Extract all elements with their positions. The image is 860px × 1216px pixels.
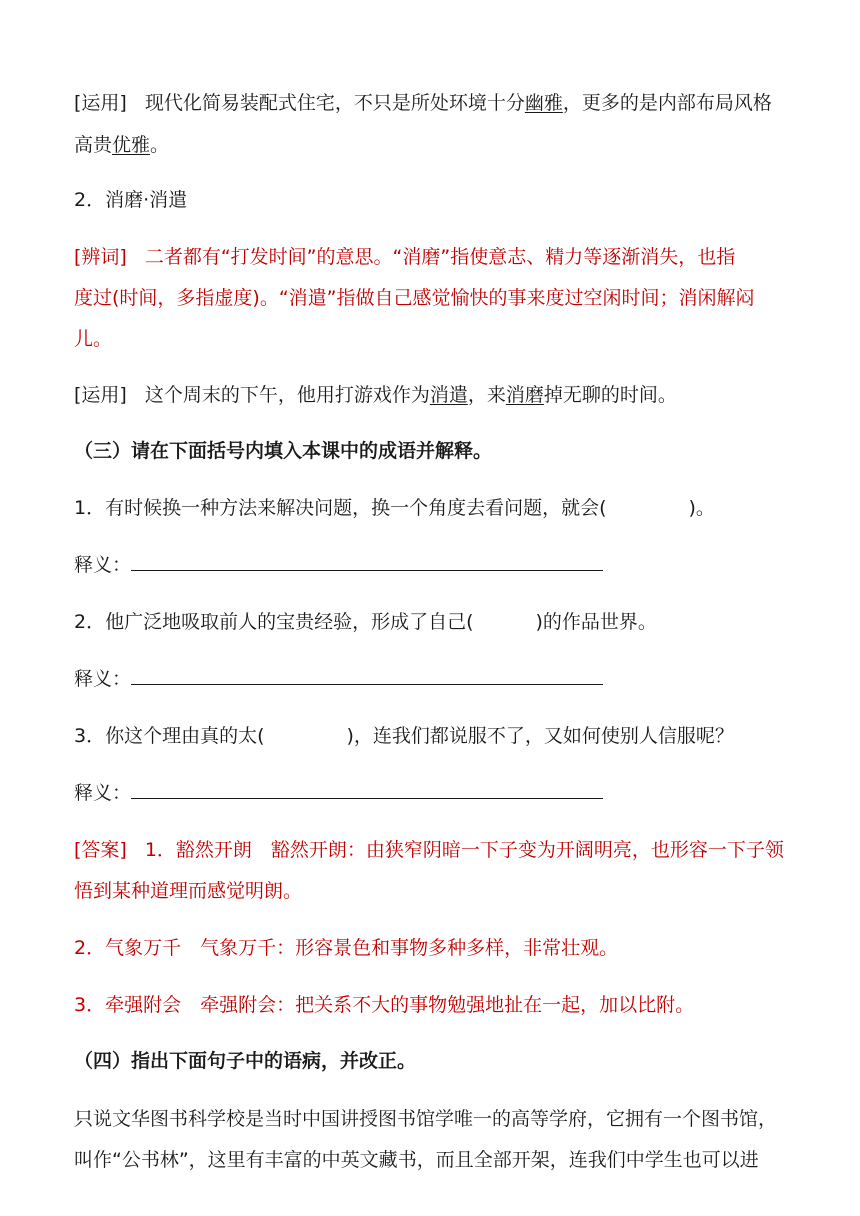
yunyong-1-line-2 — [74, 132, 822, 158]
text: 高贵 — [74, 134, 113, 156]
text: )的作品世界。 — [535, 611, 657, 633]
question-2 — [74, 609, 822, 635]
answer-line — [131, 780, 603, 799]
shiyi-2 — [74, 666, 822, 692]
passage-line-2: 叫作“公书林”，这里有丰富的中英文藏书，而且全部开架，连我们中学生也可以进 — [74, 1149, 759, 1171]
section-4-title: （四）指出下面句子中的语病，并改正。 — [74, 1050, 417, 1072]
text: 现代化简易装配式住宅，不只是所处环境十分 — [144, 92, 525, 114]
shiyi-label: 释义： — [74, 668, 132, 690]
underlined-word: 幽雅 — [524, 92, 563, 114]
answer-line-3: 2．气象万千 气象万千：形容景色和事物多种多样，非常壮观。 — [74, 937, 619, 959]
text: )，连我们都说服不了，又如何使别人信服呢？ — [346, 725, 734, 747]
bianci-line-1 — [74, 244, 822, 270]
answer-line — [131, 666, 603, 685]
passage-line-1: 只说文华图书科学校是当时中国讲授图书馆学唯一的高等学府，它拥有一个图书馆， — [74, 1108, 778, 1130]
underlined-word: 优雅 — [112, 134, 151, 156]
text: ，更多的是内部布局风格 — [562, 92, 772, 114]
yunyong-2-line — [74, 382, 822, 408]
shiyi-label: 释义： — [74, 554, 132, 576]
text: 这个周末的下午，他用打游戏作为 — [144, 384, 430, 406]
yunyong-tag: [运用] — [74, 92, 127, 114]
item-2-title: 2．消磨·消遣 — [74, 189, 188, 211]
answer-line-2: 悟到某种道理而感觉明朗。 — [74, 880, 303, 902]
shiyi-3 — [74, 780, 822, 806]
text: 3．你这个理由真的太( — [74, 725, 265, 747]
text: )。 — [688, 497, 715, 519]
bianci-line-3: 儿。 — [74, 328, 113, 350]
text: 1．有时候换一种方法来解决问题，换一个角度去看问题，就会( — [74, 497, 607, 519]
bianci-line-2: 度过(时间，多指虚度)。“消遣”指做自己感觉愉快的事来度过空闲时间；消闲解闷 — [74, 287, 755, 309]
text: 1．豁然开朗 豁然开朗：由狭窄阴暗一下子变为开阔明亮，也形容一下子领 — [144, 839, 784, 861]
text: 。 — [150, 134, 170, 156]
answer-line-1 — [74, 837, 822, 863]
text: 掉无聊的时间。 — [543, 384, 677, 406]
shiyi-1 — [74, 552, 822, 578]
answer-line — [131, 552, 603, 571]
section-3-title: （三）请在下面括号内填入本课中的成语并解释。 — [74, 440, 493, 462]
answer-tag: [答案] — [74, 839, 127, 861]
question-1 — [74, 495, 822, 521]
answer-line-4: 3．牵强附会 牵强附会：把关系不大的事物勉强地扯在一起，加以比附。 — [74, 994, 695, 1016]
underlined-word: 消磨 — [505, 384, 544, 406]
yunyong-1-line-1 — [74, 90, 822, 116]
text: 2．他广泛地吸取前人的宝贵经验，形成了自己( — [74, 611, 474, 633]
text: 二者都有“打发时间”的意思。“消磨”指使意志、精力等逐渐消失，也指 — [144, 246, 736, 268]
yunyong-tag: [运用] — [74, 384, 127, 406]
text: ，来 — [467, 384, 506, 406]
bianci-tag: [辨词] — [74, 246, 127, 268]
shiyi-label: 释义： — [74, 782, 132, 804]
underlined-word: 消遣 — [429, 384, 468, 406]
question-3 — [74, 723, 822, 749]
